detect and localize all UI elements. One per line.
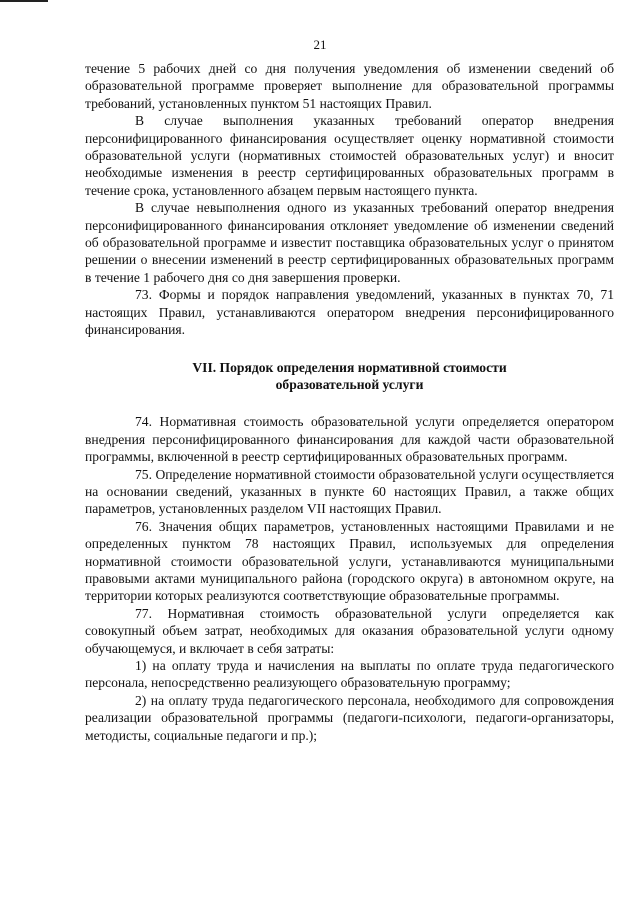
document-body <box>85 60 614 744</box>
section-title-line-1: VII. Порядок определения нормативной стоимости <box>192 359 507 375</box>
list-item-1: 1) на оплату труда и начисления на выплаты по оплате труда педагогического персонала, непосредственно реализующего образовательную программу; <box>85 658 614 691</box>
paragraph-item-76: 76. Значения общих параметров, установленных настоящими Правилами и не определенных пунктом 78 настоящих Правил, используемых для определения нормативной стоимости образовательной услуги, устанавливаются муниципальными правовыми актами муниципального района (городского округа) в автономном округе, на территории которых реализуются соответствующие образовательные программы. <box>85 518 614 604</box>
section-heading <box>85 359 614 394</box>
section-title-line-2: образовательной услуги <box>275 376 424 392</box>
page-number: 21 <box>313 37 327 52</box>
scan-corner-mark <box>0 0 48 2</box>
list-item-2: 2) на оплату труда педагогического персонала, необходимого для сопровождения реализации образовательной программы (педагоги-психологи, педагоги-организаторы, методисты, социальные педагоги и пр.); <box>85 692 614 743</box>
paragraph: В случае невыполнения одного из указанных требований оператор внедрения персонифицированного финансирования отклоняет уведомление об изменении сведений об образовательной программе и известит поставщика образовательных услуг о принятом решении о внесении изменений в реестр сертифицированных образовательных программ в течение 1 рабочего дня со дня завершения проверки. <box>85 200 614 285</box>
paragraph: В случае выполнения указанных требований оператор внедрения персонифицированного финансирования осуществляет оценку нормативной стоимости образовательной услуги (нормативных стоимостей образовательных услуг) и вносит необходимые изменения в реестр сертифицированных образовательных программ в течение срока, установленного абзацем первым настоящего пункта. <box>85 113 614 198</box>
paragraph-item-74: 74. Нормативная стоимость образовательной услуги определяется оператором внедрения персонифицированного финансирования для каждой части образовательной программы, включенной в реестр сертифицированных образовательных программ. <box>85 414 614 465</box>
paragraph-item-73: 73. Формы и порядок направления уведомлений, указанных в пунктах 70, 71 настоящих Правил, устанавливаются оператором внедрения персонифицированного финансирования. <box>85 287 614 338</box>
paragraph-continuation: течение 5 рабочих дней со дня получения уведомления об изменении сведений об образовательной программе проверяет выполнение для образовательной программы требований, установленных пунктом 51 настоящих Правил. <box>85 61 614 111</box>
paragraph-item-77: 77. Нормативная стоимость образовательной услуги определяется как совокупный объем затрат, необходимых для оказания образовательной услуги одному обучающемуся, и включает в себя затраты: <box>85 605 614 656</box>
paragraph-item-75: 75. Определение нормативной стоимости образовательной услуги осуществляется на основании сведений, указанных в пункте 60 настоящих Правил, а также общих параметров, установленных разделом VII настоящих Правил. <box>85 466 614 517</box>
